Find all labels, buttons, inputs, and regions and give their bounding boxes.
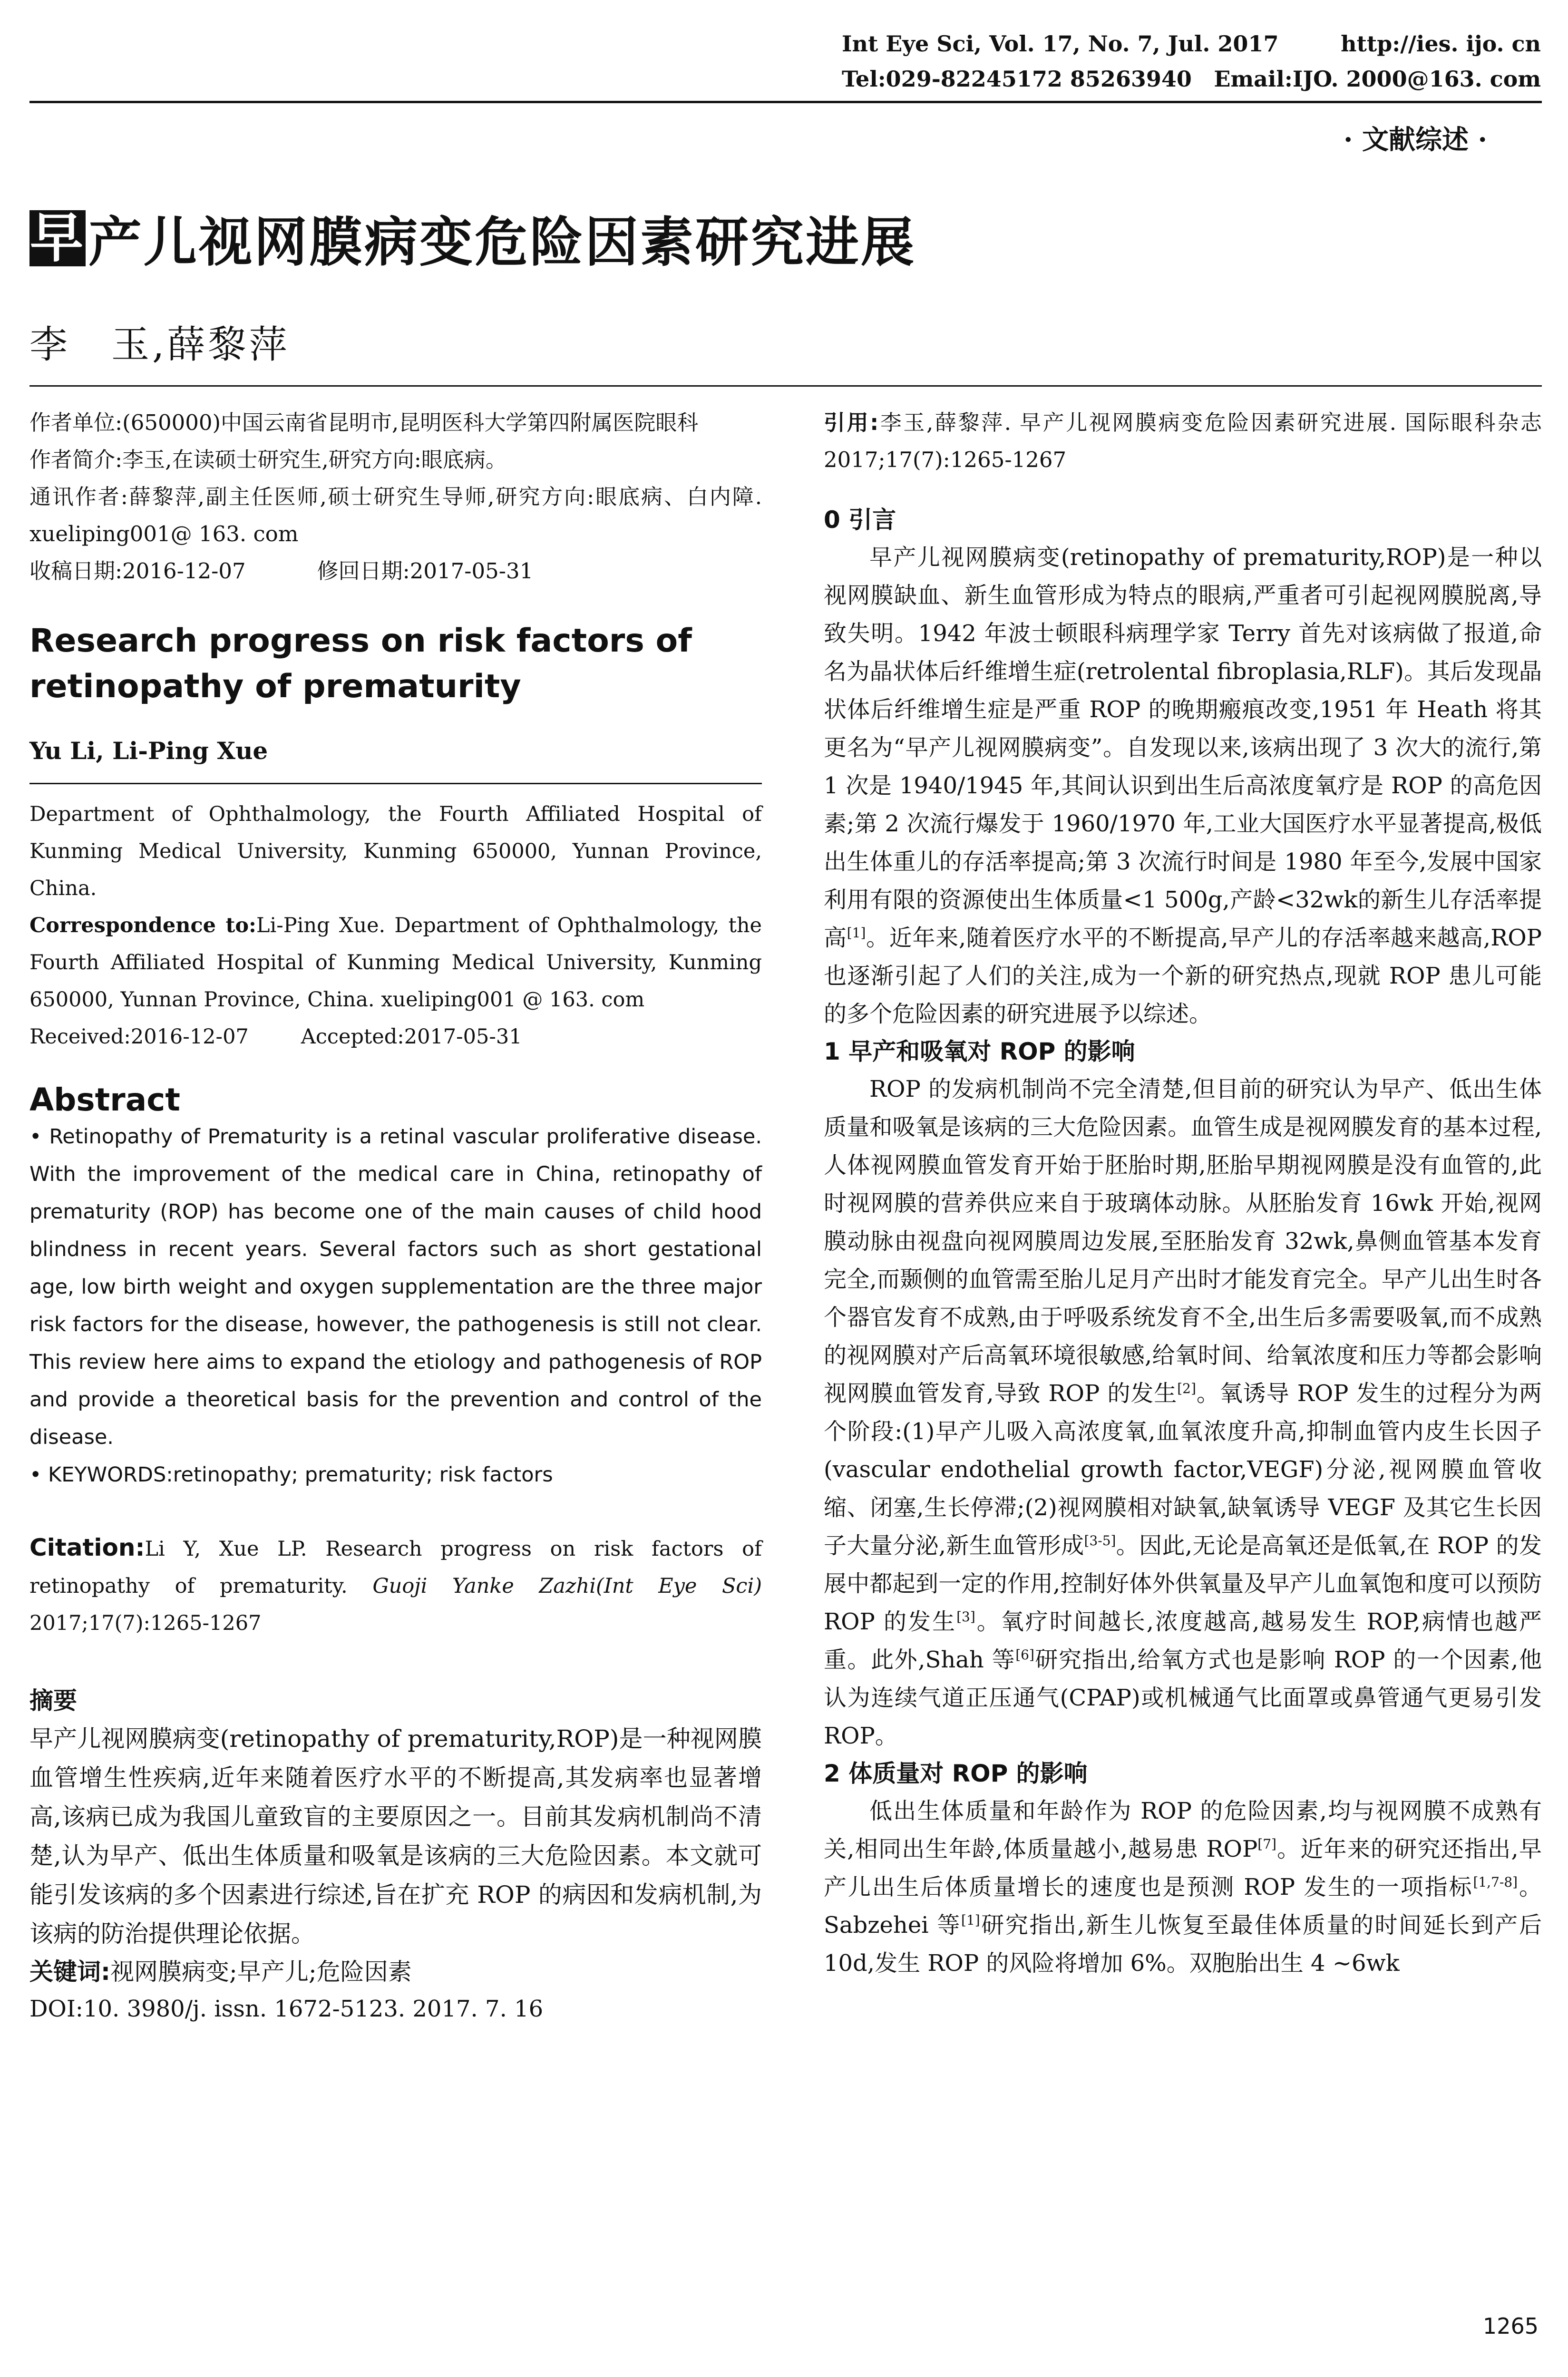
title-first-char: 早 <box>30 206 85 269</box>
keywords-cn-text: 视网膜病变;早产儿;危险因素 <box>110 1958 412 1986</box>
doi: DOI:10. 3980/j. issn. 1672-5123. 2017. 7. 16 <box>29 1996 544 2022</box>
title-rest: 产儿视网膜病变危险因素研究进展 <box>88 211 916 273</box>
authors-en: Yu Li, Li-Ping Xue <box>29 737 268 765</box>
authors-cn: 李 玉,薛黎萍 <box>29 322 290 367</box>
correspondence-en <box>29 907 762 1018</box>
author-bio: 作者简介:李玉,在读硕士研究生,研究方向:眼底病。 <box>29 447 507 472</box>
keywords-cn <box>29 1953 762 1990</box>
paragraph-text-run: 研究指出,新生儿恢复至最佳体质量的时间延长到产后 10d,发生 ROP 的风险将增加 6%。双胞胎出生 4 ~6wk <box>824 1912 1542 1977</box>
left-column <box>29 404 762 2027</box>
section-2-paragraph <box>824 1792 1542 1982</box>
citation-ref: [7] <box>1257 1836 1276 1852</box>
title-en: Research progress on risk factors of retinopathy of prematurity <box>29 622 692 705</box>
citation-text-a: Li Y, Xue LP. Research progress on risk factors of retinopathy of prematurity. <box>29 1537 762 1598</box>
abstract-cn-heading: 摘要 <box>29 1687 77 1715</box>
citation-cn-label: 引用: <box>824 410 879 435</box>
citation-text-b: 2017;17(7):1265-1267 <box>29 1611 262 1635</box>
section-0-paragraph <box>824 538 1542 1033</box>
dates-cn <box>29 553 762 590</box>
paragraph-text-run: ROP 的发病机制尚不完全清楚,但目前的研究认为早产、低出生体质量和吸氧是该病的三大危险因素。血管生成是视网膜发育的基本过程,人体视网膜血管发育开始于胚胎时期,胚胎早期视网膜是没有血管的,此时视网膜的营养供应来自于玻璃体动脉。从胚胎发育 16wk 开始,视网膜动脉由视盘向视网膜周边发展,至胚胎发育 32wk,鼻侧血管基本发育完全,而颞侧的血管需至胎儿足月产出时才能发育完全。早产儿出生时各个器官发育不成熟,由于呼吸系统发育不全,出生后多需要吸氧,而不成熟的视网膜对产后高氧环境很敏感,给氧时间、给氧浓度和压力等都会影响视网膜血管发育,导致 ROP 的发生 <box>824 1076 1542 1407</box>
paragraph-text-run: 。近年来的研究还指出,早产儿出生后体质量增长的速度也是预测 ROP 发生的一项指标 <box>824 1836 1542 1900</box>
received-date-cn: 收稿日期:2016-12-07 <box>29 558 246 584</box>
citation-en <box>29 1529 762 1642</box>
section-0-heading: 0 引言 <box>824 506 896 534</box>
paragraph-text-run: 。近年来,随着医疗水平的不断提高,早产儿的存活率越来越高,ROP 也逐渐引起了人们的关注,成为一个新的研究热点,现就 ROP 患儿可能的多个危险因素的研究进展予以综述。 <box>824 925 1542 1027</box>
citation-cn-text: 李玉,薛黎萍. 早产儿视网膜病变危险因素研究进展. 国际眼科杂志 2017;17(7):1265-1267 <box>824 410 1542 472</box>
journal-email[interactable]: Email:IJO. 2000@163. com <box>1214 66 1541 92</box>
citation-ref: [3] <box>956 1609 975 1625</box>
journal-url[interactable]: http://ies. ijo. cn <box>1341 31 1541 57</box>
citation-ref: [1] <box>847 925 866 941</box>
citation-ref: [6] <box>1015 1647 1034 1663</box>
dates-en <box>29 1018 762 1055</box>
revised-date-cn: 修回日期:2017-05-31 <box>317 558 534 584</box>
abstract-cn-text: 早产儿视网膜病变(retinopathy of prematurity,ROP)是一种视网膜血管增生性疾病,近年来随着医疗水平的不断提高,其发病率也显著增高,该病已成为我国儿童致盲的主要原因之一。目前其发病机制尚不清楚,认为早产、低出生体质量和吸氧是该病的三大危险因素。本文就可能引发该病的多个因素进行综述,旨在扩充 ROP 的病因和发病机制,为该病的防治提供理论依据。 <box>29 1725 762 1948</box>
page-number: 1265 <box>1482 2313 1539 2339</box>
journal-issue: Int Eye Sci, Vol. 17, No. 7, Jul. 2017 <box>842 31 1279 57</box>
paragraph-text-run: 。氧诱导 ROP 发生的过程分为两个阶段:(1)早产儿吸入高浓度氧,血氧浓度升高,抑制血管内皮生长因子(vascular endothelial growth factor,VEGF)分泌,视网膜血管收缩、闭塞,生长停滞;(2)视网膜相对缺氧,缺氧诱导 VEGF 及其它生长因子大量分泌,新生血管形成 <box>824 1380 1542 1559</box>
received-date-en: Received:2016-12-07 <box>29 1025 249 1049</box>
abstract-heading: Abstract <box>29 1081 180 1118</box>
citation-ref: [1] <box>961 1912 980 1928</box>
authors-en-divider <box>29 783 762 784</box>
citation-cn <box>824 404 1542 478</box>
citation-ref: [3-5] <box>1084 1533 1116 1549</box>
section-2-heading: 2 体质量对 ROP 的影响 <box>824 1760 1088 1787</box>
correspondence-label: Correspondence to: <box>29 914 256 937</box>
correspondence-text: Li-Ping Xue. Department of Ophthalmology, the Fourth Affiliated Hospital of Kunming Medical University, Kunming 650000, Yunnan Province, China. xueliping001 @ 163. com <box>29 914 762 1012</box>
citation-journal: Guoji Yanke Zazhi(Int Eye Sci) <box>372 1574 762 1598</box>
section-1-paragraph <box>824 1070 1542 1755</box>
citation-ref: [2] <box>1177 1381 1196 1396</box>
citation-ref: [1,7-8] <box>1473 1874 1518 1890</box>
section-label: · 文献综述 · <box>1344 124 1487 156</box>
abstract-text: • Retinopathy of Prematurity is a retinal vascular proliferative disease. With the improvement of the medical care in China, retinopathy of prematurity (ROP) has become one of the main causes of child hood blindness in recent years. Several factors such as short gestational age, low birth weight and oxygen supplementation are the three major risk factors for the disease, however, the pathogenesis is still not clear. This review here aims to expand the etiology and pathogenesis of ROP and provide a theoretical basis for the prevention and control of the disease. <box>29 1125 762 1449</box>
paragraph-text-run: 。因此,无论是高氧还是低氧,在 ROP 的发展中都起到一定的作用,控制好体外供氧量及早产儿血氧饱和度可以预防 ROP 的发生 <box>824 1532 1542 1635</box>
corresponding-author: 通讯作者:薛黎萍,副主任医师,硕士研究生导师,研究方向:眼底病、白内障. xueliping001@ 163. com <box>29 484 762 546</box>
journal-header <box>842 26 1541 97</box>
section-1-heading: 1 早产和吸氧对 ROP 的影响 <box>824 1038 1135 1065</box>
paragraph-text-run: 研究指出,给氧方式也是影响 ROP 的一个因素,他认为连续气道正压通气(CPAP)或机械通气比面罩或鼻管通气更易引发 ROP。 <box>824 1646 1542 1749</box>
paragraph-text-run: 低出生体质量和年龄作为 ROP 的危险因素,均与视网膜不成熟有关,相同出生年龄,体质量越小,越易患 ROP <box>824 1798 1542 1862</box>
abstract-keywords: • KEYWORDS:retinopathy; prematurity; risk factors <box>29 1463 553 1487</box>
journal-tel: Tel:029-82245172 85263940 <box>842 66 1192 92</box>
paragraph-text-run: 。氧疗时间越长,浓度越高,越易发生 ROP,病情也越严重。此外,Shah 等 <box>824 1608 1542 1673</box>
keywords-cn-label: 关键词: <box>29 1958 110 1986</box>
affiliation-en: Department of Ophthalmology, the Fourth Affiliated Hospital of Kunming Medical University, Kunming 650000, Yunnan Province, China. <box>29 802 762 900</box>
citation-label: Citation: <box>29 1534 145 1561</box>
title-divider <box>29 385 1542 387</box>
paragraph-text-run: 。Sabzehei 等 <box>824 1874 1542 1939</box>
paragraph-text-run: 早产儿视网膜病变(retinopathy of prematurity,ROP)是一种以视网膜缺血、新生血管形成为特点的眼病,严重者可引起视网膜脱离,导致失明。1942 年波士顿眼科病理学家 Terry 首先对该病做了报道,命名为晶状体后纤维增生症(retrolental fibroplasia,RLF)。其后发现晶状体后纤维增生症是严重 ROP 的晚期瘢痕改变,1951 年 Heath 将其更名为“早产儿视网膜病变”。自发现以来,该病出现了 3 次大的流行,第 1 次是 1940/1945 年,其间认识到出生后高浓度氧疗是 ROP 的高危因素;第 2 次流行爆发于 1960/1970 年,工业大国医疗水平显著提高,极低出生体重儿的存活率提高;第 3 次流行时间是 1980 年至今,发展中国家利用有限的资源使出生体质量<1 500g,产龄<32wk的新生儿存活率提高 <box>824 544 1542 951</box>
author-unit: 作者单位:(650000)中国云南省昆明市,昆明医科大学第四附属医院眼科 <box>29 410 699 435</box>
accepted-date-en: Accepted:2017-05-31 <box>301 1025 522 1049</box>
header-divider <box>29 101 1542 103</box>
article-title <box>29 200 916 276</box>
right-column <box>824 404 1542 1982</box>
